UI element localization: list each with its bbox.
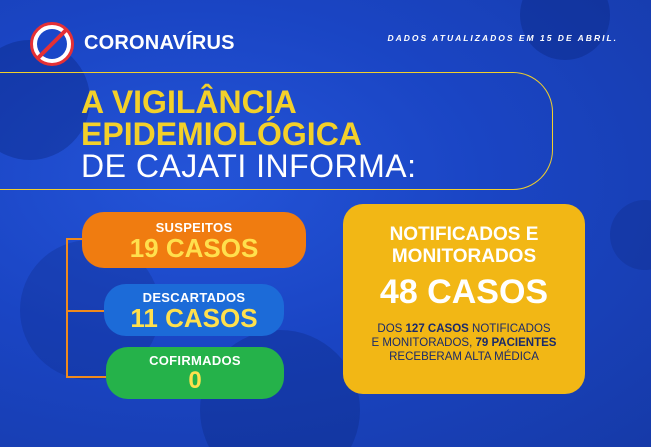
card-total: 48 CASOS xyxy=(379,273,549,311)
suspeitos-label: SUSPEITOS xyxy=(155,219,233,235)
card-title: NOTIFICADOS E MONITORADOS xyxy=(389,224,539,267)
virus-decoration xyxy=(520,0,610,60)
update-date: DADOS ATUALIZADOS EM 15 DE ABRIL. xyxy=(387,33,618,43)
confirmados-value: 0 xyxy=(188,366,202,394)
headline-line-1: A VIGILÂNCIA xyxy=(81,84,297,120)
descartados-pill xyxy=(104,284,284,336)
virus-decoration xyxy=(610,200,651,270)
no-virus-icon xyxy=(30,22,74,66)
brand-title: CORONAVÍRUS xyxy=(84,32,235,54)
card-footnote: DOS 127 CASOS NOTIFICADOS E MONITORADOS, 79 PACIENTES RECEBERAM ALTA MÉDICA xyxy=(371,323,557,363)
suspeitos-value: 19 CASOS xyxy=(129,232,259,263)
descartados-value: 11 CASOS xyxy=(130,302,258,333)
headline-line-3: DE CAJATI INFORMA: xyxy=(81,148,417,184)
headline-line-2: EPIDEMIOLÓGICA xyxy=(81,116,362,152)
confirmados-pill xyxy=(106,347,284,399)
descartados-label: DESCARTADOS xyxy=(142,289,246,305)
suspeitos-pill xyxy=(82,212,306,268)
monitored-card xyxy=(343,204,585,394)
confirmados-label: COFIRMADOS xyxy=(149,352,241,368)
